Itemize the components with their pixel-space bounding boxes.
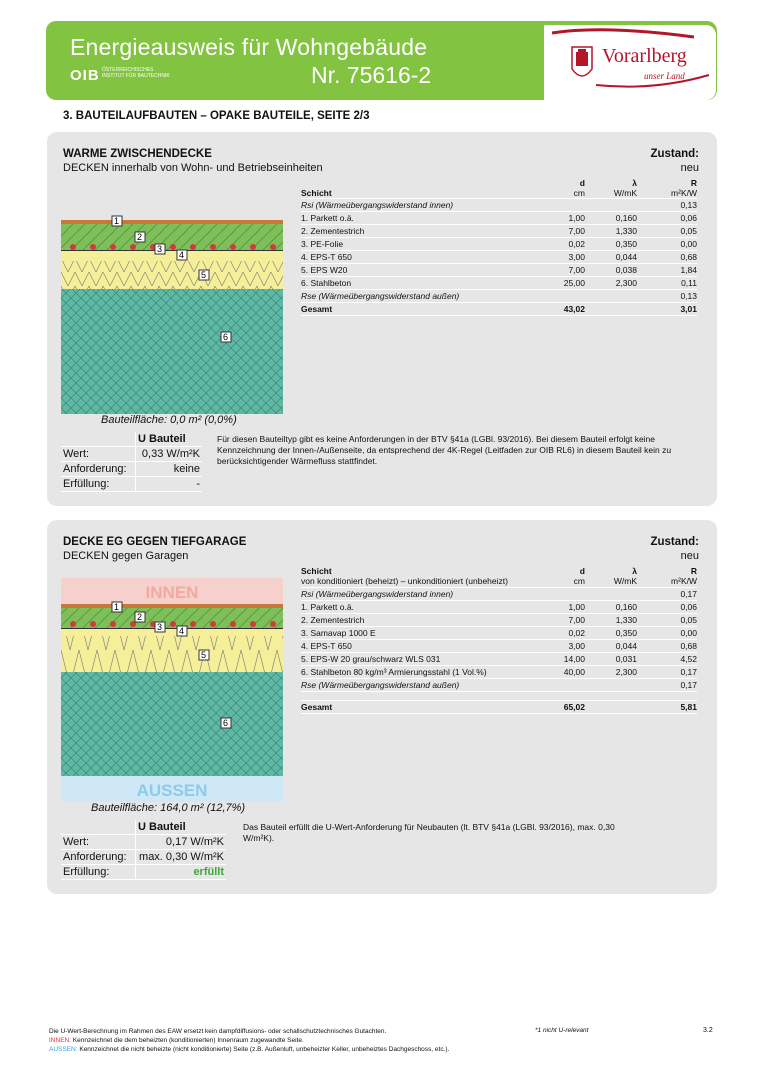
col-r: R bbox=[690, 178, 697, 188]
layer-table bbox=[301, 178, 697, 316]
diagram-label-4: 4 bbox=[179, 250, 185, 260]
diagram-label-1: 1 bbox=[114, 216, 120, 226]
logo-name: Vorarlberg bbox=[602, 45, 687, 67]
table-row: 6. Stahlbeton 25,00 2,300 0,11 bbox=[301, 278, 697, 288]
footer-innen-text: Kennzeichnet die dem beheizten (konditionierten) Innenraum zugewandte Seite. bbox=[72, 1037, 304, 1044]
layer-folie bbox=[61, 628, 283, 629]
requirement-note: Für diesen Bauteiltyp gibt es keine Anforderungen in der BTV §41a (LGBl. 93/2016). Bei diesem Bauteil erfolgt keine Kennzeichnung der Innen-/Außenseite, da entsprechend der 4K-Regel (Leitfaden zur OIB RL6) in diesem Bauteil kein zu berücksichtigender Wärmefluss stattfindet. bbox=[217, 434, 672, 466]
col-schicht: Schicht bbox=[301, 188, 521, 199]
layer-eps-t bbox=[61, 251, 283, 261]
table-row: 4. EPS-T 650 3,00 0,044 0,68 bbox=[301, 252, 697, 262]
u-label-wert: Wert: bbox=[61, 447, 136, 462]
diagram-label-1: 1 bbox=[114, 602, 120, 612]
panel-warme-zwischendecke bbox=[47, 132, 717, 506]
diagram-label-5: 5 bbox=[201, 270, 207, 280]
section-title: 3. BAUTEILAUFBAUTEN – OPAKE BAUTEILE, SEITE 2/3 bbox=[63, 110, 370, 122]
unit-d: cm bbox=[521, 188, 585, 199]
document-title: Energieausweis für Wohngebäude bbox=[70, 34, 428, 60]
diagram-label-6: 6 bbox=[223, 718, 229, 728]
layer-eps-t bbox=[61, 629, 283, 636]
col-schicht-sub: von konditioniert (beheizt) – unkonditioniert (unbeheizt) bbox=[301, 576, 521, 588]
header-banner bbox=[46, 21, 717, 100]
col-r: R bbox=[690, 566, 697, 576]
aussen-label: AUSSEN bbox=[136, 781, 208, 800]
table-row: 4. EPS-T 650 3,00 0,044 0,68 bbox=[301, 641, 697, 651]
table-row: 5. EPS-W 20 grau/schwarz WLS 031 14,00 0,031 4,52 bbox=[301, 654, 697, 664]
col-lambda: λ bbox=[632, 566, 637, 576]
oib-text bbox=[102, 67, 182, 79]
diagram-label-6: 6 bbox=[223, 332, 229, 342]
zustand-value: neu bbox=[680, 162, 699, 174]
layer-folie bbox=[61, 250, 283, 251]
table-row: Rsi (Wärmeübergangswiderstand innen) 0,13 bbox=[301, 200, 697, 210]
footer-innen-line bbox=[49, 1036, 569, 1045]
footer-note-u-relevant: *1 nicht U-relevant bbox=[535, 1027, 589, 1034]
panel-title: DECKE EG GEGEN TIEFGARAGE bbox=[63, 536, 247, 548]
zustand-value: neu bbox=[680, 550, 699, 562]
col-lambda: λ bbox=[632, 178, 637, 188]
table-row: 1. Parkett o.ä. 1,00 0,160 0,06 bbox=[301, 602, 697, 612]
footer-notes bbox=[49, 1027, 569, 1054]
table-row: 5. EPS W20 7,00 0,038 1,84 bbox=[301, 265, 697, 275]
total-row: Gesamt 43,02 3,01 bbox=[301, 304, 697, 314]
u-label-erfuellung: Erfüllung: bbox=[61, 865, 136, 880]
unit-r: m²K/W bbox=[637, 576, 697, 588]
diagram-label-3: 3 bbox=[157, 244, 163, 254]
unit-r: m²K/W bbox=[637, 188, 697, 199]
footer-aussen-label: AUSSEN: bbox=[49, 1046, 78, 1053]
footer-innen-label: INNEN: bbox=[49, 1037, 72, 1044]
table-row: 3. Samavap 1000 E 0,02 0,350 0,00 bbox=[301, 628, 697, 638]
layer-diagram bbox=[61, 578, 283, 802]
document-number: Nr. 75616-2 bbox=[311, 62, 432, 88]
innen-label: INNEN bbox=[145, 583, 199, 602]
oib-text-line1: ÖSTERREICHISCHES bbox=[102, 67, 154, 73]
u-value-erfuellung: erfüllt bbox=[136, 865, 227, 880]
u-value-erfuellung: - bbox=[136, 477, 203, 492]
u-label-wert: Wert: bbox=[61, 835, 136, 850]
table-row: 3. PE-Folie 0,02 0,350 0,00 bbox=[301, 239, 697, 249]
table-row: 2. Zementestrich 7,00 1,330 0,05 bbox=[301, 226, 697, 236]
u-value-wert: 0,33 W/m²K bbox=[136, 447, 203, 462]
u-value-table bbox=[61, 432, 202, 492]
diagram-label-2: 2 bbox=[137, 612, 143, 622]
layer-stahlbeton bbox=[61, 672, 283, 776]
layer-diagram bbox=[61, 188, 283, 414]
layer-parkett bbox=[61, 604, 283, 608]
layer-eps-w bbox=[61, 261, 283, 289]
layer-eps-w bbox=[61, 636, 283, 672]
diagram-label-3: 3 bbox=[157, 622, 163, 632]
u-label-anforderung: Anforderung: bbox=[61, 462, 136, 477]
bauteilflaeche: Bauteilfläche: 0,0 m² (0,0%) bbox=[101, 414, 237, 426]
oib-mark: OIB bbox=[70, 67, 100, 84]
layer-stahlbeton bbox=[61, 289, 283, 414]
footer-line1: Die U-Wert-Berechnung im Rahmen des EAW ersetzt kein dampfdiffusions- oder schallschutztechnisches Gutachten. bbox=[49, 1028, 387, 1035]
zustand-label: Zustand: bbox=[650, 148, 699, 160]
col-d: d bbox=[579, 566, 585, 576]
u-value-wert: 0,17 W/m²K bbox=[136, 835, 227, 850]
col-d: d bbox=[579, 178, 585, 188]
diagram-label-2: 2 bbox=[137, 232, 143, 242]
panel-subtitle: DECKEN innerhalb von Wohn- und Betriebseinheiten bbox=[63, 162, 323, 174]
u-value-table bbox=[61, 820, 226, 880]
u-value-anforderung: keine bbox=[136, 462, 203, 477]
unit-d: cm bbox=[521, 576, 585, 588]
zustand-label: Zustand: bbox=[650, 536, 699, 548]
unit-lambda: W/mK bbox=[585, 576, 637, 588]
layer-parkett bbox=[61, 220, 283, 224]
u-label-anforderung: Anforderung: bbox=[61, 850, 136, 865]
table-row: Rse (Wärmeübergangswiderstand außen) 0,17 bbox=[301, 680, 697, 690]
vorarlberg-logo bbox=[544, 25, 716, 100]
panel-subtitle: DECKEN gegen Garagen bbox=[63, 550, 189, 562]
panel-title: WARME ZWISCHENDECKE bbox=[63, 148, 212, 160]
logo-subtitle: unser Land bbox=[644, 71, 685, 81]
table-row: 6. Stahlbeton 80 kg/m³ Armierungsstahl (1 Vol.%) 40,00 2,300 0,17 bbox=[301, 667, 697, 677]
u-header: U Bauteil bbox=[136, 820, 227, 835]
table-row: 2. Zementestrich 7,00 1,330 0,05 bbox=[301, 615, 697, 625]
table-row: 1. Parkett o.ä. 1,00 0,160 0,06 bbox=[301, 213, 697, 223]
diagram-label-5: 5 bbox=[201, 650, 207, 660]
crest-icon bbox=[570, 43, 594, 83]
panel-decke-tiefgarage bbox=[47, 520, 717, 894]
u-value-anforderung: max. 0,30 W/m²K bbox=[136, 850, 227, 865]
oib-logo bbox=[70, 67, 170, 85]
bauteilflaeche: Bauteilfläche: 164,0 m² (12,7%) bbox=[91, 802, 246, 814]
table-row: Rsi (Wärmeübergangswiderstand innen) 0,17 bbox=[301, 589, 697, 599]
page-number: 3.2 bbox=[703, 1027, 713, 1034]
unit-lambda: W/mK bbox=[585, 188, 637, 199]
layer-table bbox=[301, 566, 697, 714]
footer-aussen-line bbox=[49, 1045, 569, 1054]
total-row: Gesamt 65,02 5,81 bbox=[301, 702, 697, 712]
footer-aussen-text: Kennzeichnet die nicht beheizte (nicht konditionierte) Seite (z.B. Außenluft, unbeheizter Keller, unbeheiztes Dachgeschoss, etc.). bbox=[79, 1046, 450, 1053]
u-header: U Bauteil bbox=[136, 432, 203, 447]
diagram-label-4: 4 bbox=[179, 626, 185, 636]
oib-text-line2: INSTITUT FÜR BAUTECHNIK bbox=[102, 73, 170, 79]
table-row: Rse (Wärmeübergangswiderstand außen) 0,13 bbox=[301, 291, 697, 301]
col-schicht: Schicht bbox=[301, 566, 332, 576]
u-label-erfuellung: Erfüllung: bbox=[61, 477, 136, 492]
requirement-note: Das Bauteil erfüllt die U-Wert-Anforderung für Neubauten (lt. BTV §41a (LGBl. 93/2016), max. 0,30 W/m²K). bbox=[243, 822, 615, 843]
